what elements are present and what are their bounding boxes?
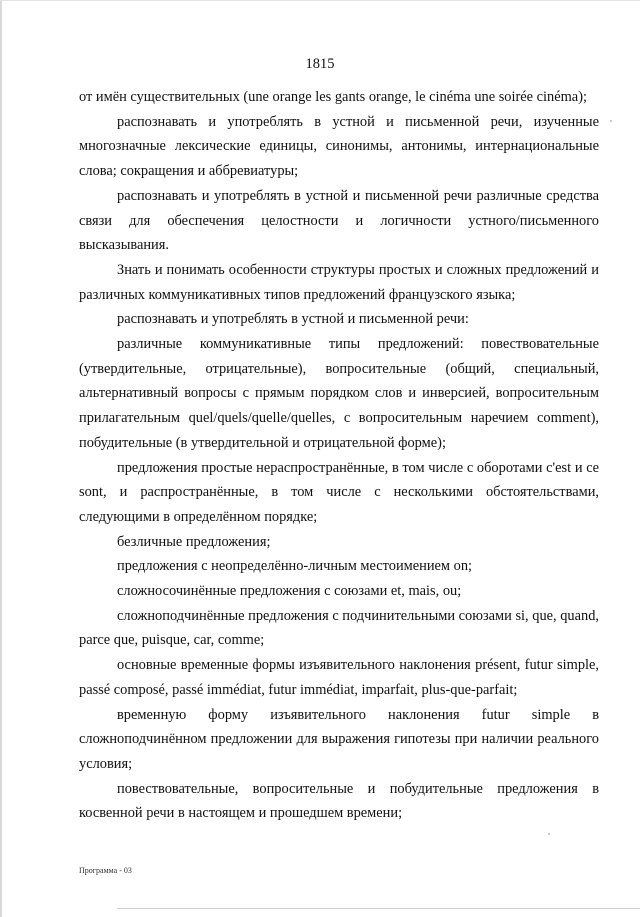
scan-edge bbox=[0, 0, 2, 917]
paragraph-8: безличные предложения; bbox=[117, 533, 271, 550]
paragraph-11: сложноподчинённые предложения с подчинительными союзами si, que, quand, parce que, puisque, car, comme; bbox=[79, 607, 599, 649]
paragraph-6: различные коммуникативные типы предложений: повествовательные (утвердительные, отрицательные), вопросительные (общий, специальный, альтернативный вопросы с прямым порядком слов и инверсией, вопросительным прилагательным quel/quels/quelle/quelles, с вопросительным наречием comment), побудительные (в утвердительной и отрицательной форме); bbox=[79, 336, 599, 451]
scan-bottom-line bbox=[117, 908, 640, 909]
document-body bbox=[79, 85, 599, 826]
footer-program-label: Программа - 03 bbox=[79, 866, 132, 875]
paragraph-1: от имён существительных (une orange les gants orange, le cinéma une soirée cinéma); bbox=[79, 89, 587, 105]
paragraph-2: распознавать и употреблять в устной и письменной речи, изученные многозначные лексические единицы, синонимы, антонимы, интернациональные слова; сокращения и аббревиатуры; bbox=[79, 113, 599, 180]
paragraph-5: распознавать и употреблять в устной и письменной речи: bbox=[117, 311, 469, 328]
paragraph-7: предложения простые нераспространённые, в том числе с оборотами c'est и ce sont, и распространённые, в том числе с несколькими обстоятельствами, следующими в определённом порядке; bbox=[79, 459, 599, 525]
scan-speck bbox=[610, 120, 612, 122]
paragraph-3: распознавать и употреблять в устной и письменной речи различные средства связи для обеспечения целостности и логичности устного/письменного высказывания. bbox=[79, 187, 599, 254]
paragraph-9: предложения с неопределённо-личным местоимением on; bbox=[117, 558, 473, 575]
paragraph-14: повествовательные, вопросительные и побудительные предложения в косвенной речи в настоящем и прошедшем времени; bbox=[79, 780, 599, 822]
paragraph-13: временную форму изъявительного наклонения futur simple в сложноподчинённом предложении для выражения гипотезы при наличии реального условия; bbox=[79, 706, 599, 772]
paragraph-10: сложносочинённые предложения с союзами et, mais, ou; bbox=[117, 583, 462, 600]
scan-edge-top bbox=[0, 0, 640, 1]
scan-speck bbox=[548, 833, 550, 835]
paragraph-4: Знать и понимать особенности структуры простых и сложных предложений и различных коммуникативных типов предложений французского языка; bbox=[79, 261, 599, 303]
page-number: 1815 bbox=[305, 56, 335, 72]
paragraph-12: основные временные формы изъявительного наклонения présent, futur simple, passé composé, passé immédiat, futur immédiat, imparfait, plus-que-parfait; bbox=[79, 657, 599, 698]
